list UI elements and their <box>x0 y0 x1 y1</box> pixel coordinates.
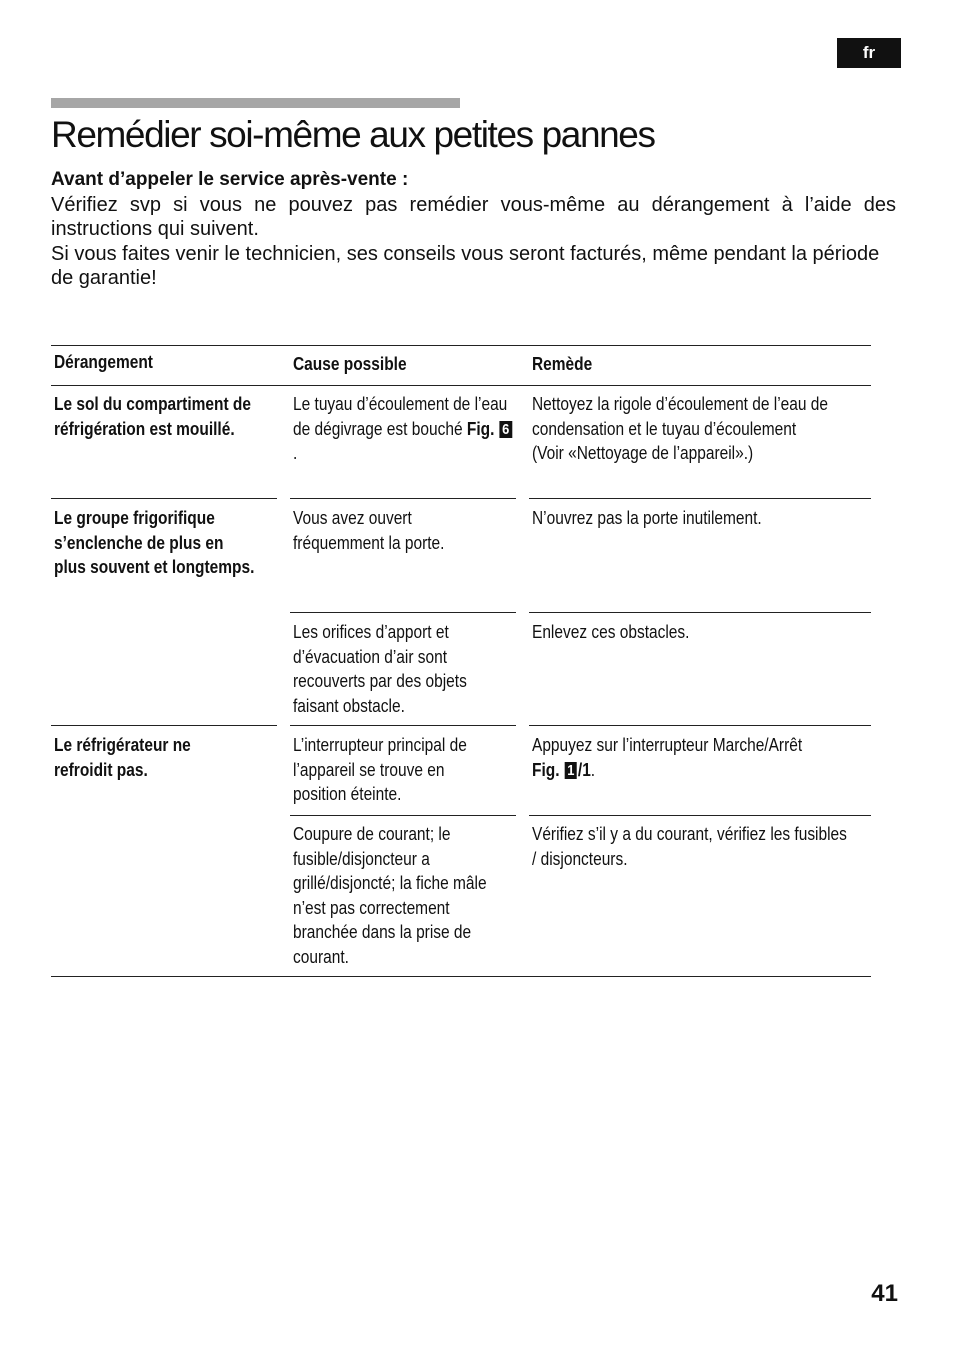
table-row-problem: Le sol du compartiment de réfrigération est mouillé. <box>54 394 251 439</box>
table-row-problem: Le réfrigérateur ne refroidit pas. <box>54 735 191 780</box>
header-cause: Cause possible <box>293 354 407 374</box>
table-row-remedy: Vérifiez s’il y a du courant, vérifiez les fusibles / disjoncteurs. <box>532 824 847 869</box>
intro-paragraph-2: Si vous faites venir le technicien, ses conseils vous seront facturés, même pendant la période de garantie! <box>51 242 880 289</box>
title-accent-bar <box>51 98 460 108</box>
language-badge: fr <box>837 38 901 68</box>
table-row-remedy <box>532 733 867 782</box>
remedy-text: Nettoyez la rigole d’écoulement de l’eau de condensation et le tuyau d’écoulement <box>532 394 829 439</box>
header-bottom-rule <box>51 385 871 386</box>
table-row-remedy: Enlevez ces obstacles. <box>532 622 690 642</box>
row-rule <box>529 498 871 499</box>
table-row-cause: Les orifices d’apport et d’évacuation d’air sont recouverts par des objets faisant obstacle. <box>293 622 467 716</box>
row-rule <box>290 815 516 816</box>
page-number: 41 <box>871 1280 898 1307</box>
table-row-cause: L’interrupteur principal de l’appareil se trouve en position éteinte. <box>293 735 467 804</box>
table-row-remedy <box>532 392 867 466</box>
table-row-problem: Le groupe frigorifique s’enclenche de plus en plus souvent et longtemps. <box>54 508 255 577</box>
table-top-rule <box>51 345 871 346</box>
remedy-note: (Voir «Nettoyage de l’appareil».) <box>532 443 754 463</box>
remedy-end: . <box>590 759 596 780</box>
row-rule <box>290 498 516 499</box>
table-row-cause <box>293 392 513 466</box>
figure-number-badge: 6 <box>500 421 512 438</box>
row-rule <box>529 612 871 613</box>
fig-suffix: /1 <box>577 759 591 780</box>
table-row-cause: Vous avez ouvert fréquemment la porte. <box>293 508 445 553</box>
header-problem: Dérangement <box>54 352 153 372</box>
row-rule <box>51 725 277 726</box>
intro-subheading: Avant d’appeler le service après-vente : <box>51 169 409 190</box>
row-rule <box>290 612 516 613</box>
intro-section <box>51 168 896 291</box>
cause-suffix: . <box>293 443 298 463</box>
intro-paragraph-1: Vérifiez svp si vous ne pouvez pas remédier vous-même au dérangement à l’aide des instructions qui suivent. <box>51 193 896 240</box>
figure-number-badge: 1 <box>565 762 577 779</box>
cause-text: Le tuyau d’écoulement de l’eau de dégivrage est bouché <box>293 394 508 439</box>
fig-label: Fig. <box>466 418 495 439</box>
fig-label: Fig. <box>532 759 560 780</box>
table-bottom-rule <box>51 976 871 977</box>
remedy-text: Appuyez sur l’interrupteur Marche/Arrêt <box>532 735 803 755</box>
header-remedy: Remède <box>532 354 593 374</box>
page-title: Remédier soi-même aux petites pannes <box>51 114 655 155</box>
row-rule <box>529 815 871 816</box>
table-row-remedy: N’ouvrez pas la porte inutilement. <box>532 508 762 528</box>
row-rule <box>51 498 277 499</box>
table-row-cause: Coupure de courant; le fusible/disjoncteur a grillé/disjoncté; la fiche mâle n’est pas correctement branchée dans la prise de courant. <box>293 824 487 967</box>
row-rule <box>529 725 871 726</box>
row-rule <box>290 725 516 726</box>
